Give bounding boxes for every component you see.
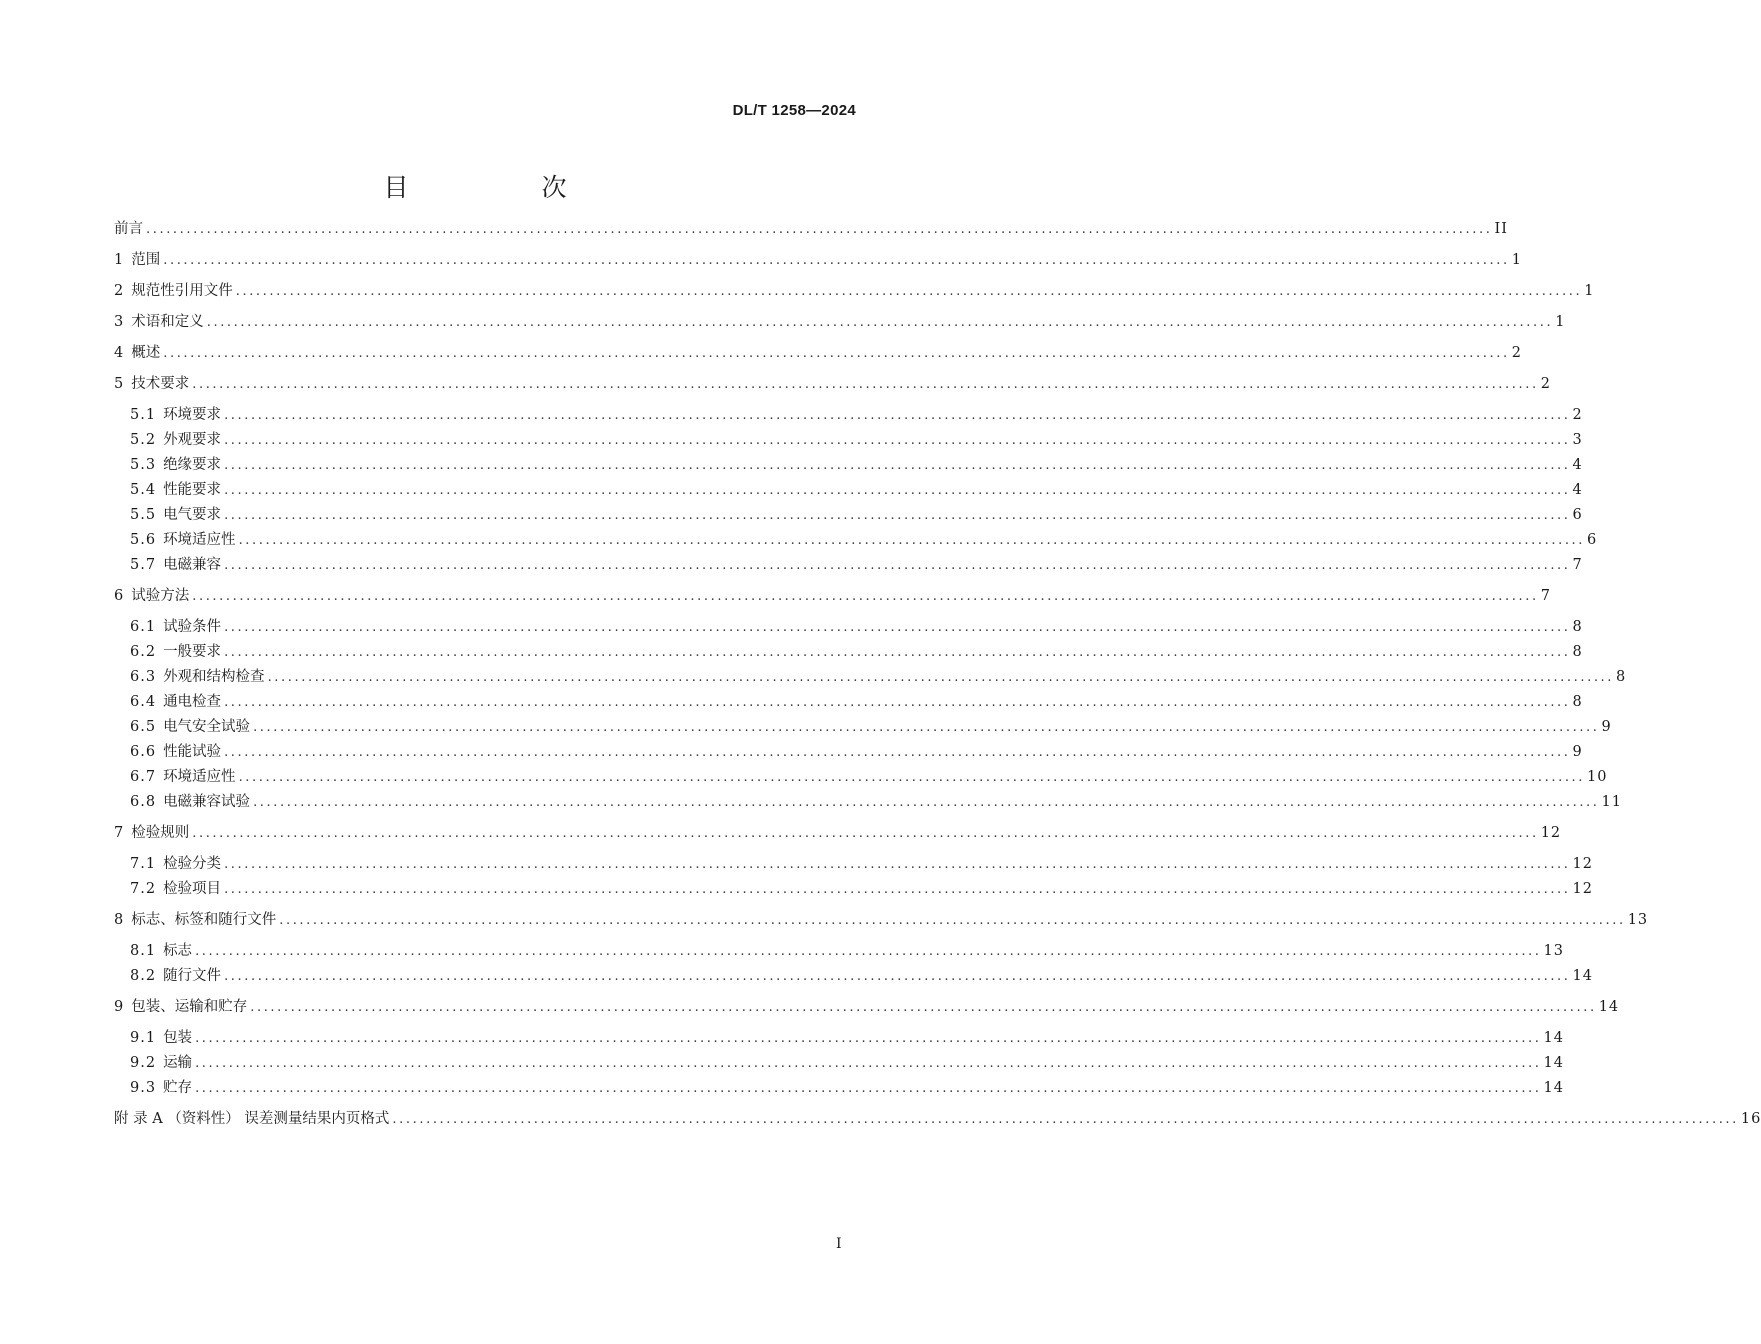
toc-entry[interactable]: [114, 1108, 1761, 1130]
toc-leader-dots: ........................................................................................................................................................................................................: [267, 670, 1615, 685]
toc-entry-page: 12: [1572, 881, 1593, 897]
toc-leader-dots: ........................................................................................................................................................................................................: [235, 284, 1583, 299]
toc-entry-number: 5.7: [130, 557, 157, 573]
toc-entry-page: 6: [1572, 507, 1583, 523]
toc-entry-text: 前言: [114, 221, 143, 237]
toc-entry-title: [114, 373, 192, 395]
toc-entry-title: [130, 716, 253, 738]
toc-entry-title: [130, 529, 239, 551]
toc-entry-number: 1: [114, 252, 125, 268]
toc-entry-number: 8.2: [130, 968, 157, 984]
toc-entry-text: 规范性引用文件: [131, 283, 233, 299]
toc-entry-title: [130, 616, 224, 638]
toc-entry-number: 5.6: [130, 532, 157, 548]
toc-entry-title: [130, 965, 224, 987]
toc-entry-text: 一般要求: [163, 644, 222, 660]
toc-entry-number: 7.2: [130, 881, 157, 897]
toc-entry-title: [130, 554, 224, 576]
toc-entry-text: 电磁兼容: [163, 557, 222, 573]
toc-entry[interactable]: [130, 766, 1608, 788]
toc-leader-dots: ........................................................................................................................................................................................................: [206, 315, 1554, 330]
toc-entry[interactable]: [114, 585, 1551, 607]
toc-entry-title: [130, 741, 224, 763]
toc-entry[interactable]: [114, 218, 1508, 240]
toc-leader-dots: ........................................................................................................................................................................................................: [195, 1056, 1542, 1071]
toc-entry-number: 5.4: [130, 482, 157, 498]
toc-leader-dots: ........................................................................................................................................................................................................: [163, 346, 1510, 361]
toc-entry-page: 13: [1543, 943, 1564, 959]
toc-entry[interactable]: [130, 641, 1583, 663]
toc-entry-text: 贮存: [163, 1080, 193, 1096]
toc-entry-page: 2: [1511, 345, 1522, 361]
toc-leader-dots: ........................................................................................................................................................................................................: [163, 253, 1510, 268]
toc-entry-number: 6.1: [130, 619, 157, 635]
toc-leader-dots: ........................................................................................................................................................................................................: [224, 745, 1571, 760]
toc-leader-dots: ........................................................................................................................................................................................................: [192, 377, 1539, 392]
toc-entry-page: 4: [1572, 457, 1583, 473]
toc-entry-title: [130, 691, 224, 713]
toc-entry[interactable]: [130, 404, 1583, 426]
toc-entry-text: 标志: [163, 943, 193, 959]
toc-leader-dots: ........................................................................................................................................................................................................: [224, 969, 1571, 984]
toc-leader-dots: ........................................................................................................................................................................................................: [253, 720, 1600, 735]
toc-entry[interactable]: [114, 280, 1595, 302]
toc-entry-title: [130, 504, 224, 526]
toc-entry-text: 试验方法: [131, 588, 190, 604]
toc-entry-page: 11: [1601, 794, 1622, 810]
toc-entry-page: 10: [1587, 769, 1608, 785]
toc-entry-text: 检验分类: [163, 856, 222, 872]
toc-entry-title: [114, 822, 192, 844]
toc-entry-page: 2: [1540, 376, 1551, 392]
toc-entry[interactable]: [130, 479, 1583, 501]
toc-entry-title: [114, 280, 236, 302]
toc-entry-title: [130, 641, 224, 663]
toc-entry-number: 2: [114, 283, 125, 299]
toc-entry-text: 附 录 A （资料性） 误差测量结果内页格式: [114, 1111, 390, 1127]
toc-entry[interactable]: [130, 965, 1593, 987]
toc-entry-text: 外观和结构检查: [163, 669, 265, 685]
toc-entry-title: [130, 429, 224, 451]
toc-entry-page: II: [1494, 221, 1508, 237]
toc-leader-dots: ........................................................................................................................................................................................................: [224, 433, 1571, 448]
toc-leader-dots: ........................................................................................................................................................................................................: [224, 882, 1571, 897]
toc-entry-text: 电气要求: [163, 507, 222, 523]
toc-entry-page: 12: [1540, 825, 1562, 841]
toc-leader-dots: ........................................................................................................................................................................................................: [224, 857, 1571, 872]
page-title: 目 次: [383, 173, 621, 202]
toc-entry-number: 6: [114, 588, 125, 604]
toc-entry-text: 随行文件: [163, 968, 222, 984]
toc-entry-text: 电气安全试验: [163, 719, 251, 735]
toc-entry-title: [130, 940, 195, 962]
toc-entry[interactable]: [130, 529, 1598, 551]
toc-entry-title: [114, 342, 163, 364]
toc-leader-dots: ........................................................................................................................................................................................................: [224, 695, 1571, 710]
toc-entry-number: 6.6: [130, 744, 157, 760]
toc-leader-dots: ........................................................................................................................................................................................................: [250, 1000, 1597, 1015]
toc-entry-page: 3: [1572, 432, 1583, 448]
toc-entry-page: 13: [1627, 912, 1649, 928]
toc-entry-title: [114, 585, 192, 607]
toc-entry-page: 8: [1616, 669, 1627, 685]
toc-leader-dots: ........................................................................................................................................................................................................: [195, 944, 1542, 959]
toc-leader-dots: ........................................................................................................................................................................................................: [224, 620, 1571, 635]
toc-entry-text: 运输: [163, 1055, 193, 1071]
toc-entry-number: 3: [114, 314, 125, 330]
toc-entry-title: [130, 479, 224, 501]
toc-entry-number: 9.3: [130, 1080, 157, 1096]
toc-leader-dots: ........................................................................................................................................................................................................: [392, 1112, 1739, 1127]
toc-entry[interactable]: [114, 342, 1522, 364]
toc-entry-number: 5: [114, 376, 125, 392]
toc-entry[interactable]: [130, 504, 1583, 526]
toc-entry-title: [130, 454, 224, 476]
toc-entry-text: 绝缘要求: [163, 457, 222, 473]
toc-entry[interactable]: [130, 554, 1583, 576]
toc-entry-title: [130, 791, 253, 813]
toc-entry-page: 8: [1572, 619, 1583, 635]
toc-entry[interactable]: [114, 373, 1551, 395]
toc-leader-dots: ........................................................................................................................................................................................................: [224, 408, 1571, 423]
toc-entry-page: 9: [1572, 744, 1583, 760]
toc-entry-title: [130, 853, 224, 875]
toc-leader-dots: ........................................................................................................................................................................................................: [224, 483, 1571, 498]
toc-leader-dots: ........................................................................................................................................................................................................: [146, 222, 1493, 237]
toc-entry-page: 14: [1543, 1055, 1564, 1071]
toc-entry-text: 检验规则: [131, 825, 190, 841]
toc-entry-number: 6.7: [130, 769, 157, 785]
toc-entry[interactable]: [130, 691, 1583, 713]
toc-entry-page: 14: [1572, 968, 1593, 984]
toc-entry[interactable]: [114, 311, 1566, 333]
toc-entry[interactable]: [114, 249, 1522, 271]
toc-entry-number: 4: [114, 345, 125, 361]
toc-leader-dots: ........................................................................................................................................................................................................: [238, 770, 1586, 785]
toc-entry-page: 1: [1584, 283, 1595, 299]
toc-entry-number: 5.5: [130, 507, 157, 523]
toc-entry-text: 技术要求: [131, 376, 190, 392]
toc-entry[interactable]: [130, 791, 1622, 813]
toc-entry-title: [114, 311, 207, 333]
toc-entry-number: 8: [114, 912, 125, 928]
toc-entry-page: 1: [1511, 252, 1522, 268]
toc-entry[interactable]: [130, 940, 1564, 962]
toc-entry-number: 6.5: [130, 719, 157, 735]
toc-entry-number: 5.3: [130, 457, 157, 473]
toc-entry-page: 14: [1543, 1080, 1564, 1096]
toc-entry-text: 通电检查: [163, 694, 222, 710]
toc-entry[interactable]: [130, 1027, 1564, 1049]
toc-entry-text: 环境适应性: [163, 532, 236, 548]
toc-entry-text: 标志、标签和随行文件: [131, 912, 277, 928]
toc-entry-page: 1: [1555, 314, 1566, 330]
toc-entry-text: 包装: [163, 1030, 193, 1046]
toc-entry-page: 4: [1572, 482, 1583, 498]
toc-leader-dots: ........................................................................................................................................................................................................: [192, 826, 1539, 841]
toc-entry-text: 概述: [131, 345, 161, 361]
toc-entry-number: 6.2: [130, 644, 157, 660]
toc-entry-text: 外观要求: [163, 432, 222, 448]
toc-entry-page: 7: [1540, 588, 1551, 604]
toc-leader-dots: ........................................................................................................................................................................................................: [192, 589, 1539, 604]
toc-entry-text: 环境适应性: [163, 769, 236, 785]
toc-entry-text: 性能要求: [163, 482, 222, 498]
page-number: I: [836, 1236, 842, 1252]
toc-entry-page: 2: [1572, 407, 1583, 423]
toc-entry-number: 9.1: [130, 1030, 157, 1046]
toc-entry-title: [114, 1108, 392, 1130]
toc-entry-page: 7: [1572, 557, 1583, 573]
toc-entry[interactable]: [130, 741, 1583, 763]
toc-entry-page: 6: [1587, 532, 1598, 548]
standard-code: DL/T 1258—2024: [732, 102, 856, 119]
toc-leader-dots: ........................................................................................................................................................................................................: [224, 458, 1571, 473]
toc-leader-dots: ........................................................................................................................................................................................................: [253, 795, 1600, 810]
toc-entry-number: 5.1: [130, 407, 157, 423]
toc-entry[interactable]: [130, 666, 1627, 688]
toc-entry-text: 环境要求: [163, 407, 222, 423]
toc-entry[interactable]: [130, 853, 1593, 875]
toc-entry[interactable]: [114, 996, 1620, 1018]
toc-entry-title: [130, 878, 224, 900]
toc-entry-title: [130, 1077, 195, 1099]
toc-entry[interactable]: [130, 429, 1583, 451]
toc-entry-text: 电磁兼容试验: [163, 794, 251, 810]
toc-entry-page: 8: [1572, 644, 1583, 660]
toc-entry-page: 9: [1601, 719, 1612, 735]
toc-entry-title: [130, 1027, 195, 1049]
toc-entry-number: 8.1: [130, 943, 157, 959]
toc-entry-page: 14: [1598, 999, 1620, 1015]
toc-entry-text: 术语和定义: [131, 314, 204, 330]
toc-entry-number: 6.8: [130, 794, 157, 810]
toc-entry[interactable]: [114, 909, 1649, 931]
toc-entry[interactable]: [130, 454, 1583, 476]
toc-entry-number: 9: [114, 999, 125, 1015]
toc-entry-text: 试验条件: [163, 619, 222, 635]
toc-entry-text: 包装、运输和贮存: [131, 999, 248, 1015]
toc-entry-title: [114, 996, 250, 1018]
toc-entry[interactable]: [130, 716, 1612, 738]
toc-entry-title: [114, 249, 163, 271]
toc-entry-page: 12: [1572, 856, 1593, 872]
toc-entry-number: 9.2: [130, 1055, 157, 1071]
toc-entry[interactable]: [114, 822, 1562, 844]
toc-entry-title: [130, 766, 239, 788]
toc-leader-dots: ........................................................................................................................................................................................................: [279, 913, 1626, 928]
toc-leader-dots: ........................................................................................................................................................................................................: [238, 533, 1586, 548]
toc-entry-title: [114, 909, 279, 931]
toc-entry-number: 7.1: [130, 856, 157, 872]
toc-entry-text: 检验项目: [163, 881, 222, 897]
toc-entry-title: [130, 1052, 195, 1074]
toc-leader-dots: ........................................................................................................................................................................................................: [224, 558, 1571, 573]
toc-entry[interactable]: [130, 1077, 1564, 1099]
toc-leader-dots: ........................................................................................................................................................................................................: [224, 508, 1571, 523]
toc-entry-text: 性能试验: [163, 744, 222, 760]
toc-entry[interactable]: [130, 616, 1583, 638]
toc-entry[interactable]: [130, 878, 1593, 900]
toc-entry-title: [114, 218, 146, 240]
toc-entry-title: [130, 666, 268, 688]
toc-entry-page: 8: [1572, 694, 1583, 710]
toc-entry-number: 6.4: [130, 694, 157, 710]
toc-leader-dots: ........................................................................................................................................................................................................: [195, 1031, 1542, 1046]
toc-entry-number: 6.3: [130, 669, 157, 685]
toc-entry[interactable]: [130, 1052, 1564, 1074]
toc-entry-number: 7: [114, 825, 125, 841]
toc-entry-page: 14: [1543, 1030, 1564, 1046]
toc-leader-dots: ........................................................................................................................................................................................................: [195, 1081, 1542, 1096]
toc-entry-number: 5.2: [130, 432, 157, 448]
toc-entry-page: 16: [1740, 1111, 1761, 1127]
toc-entry-text: 范围: [131, 252, 161, 268]
toc-entry-title: [130, 404, 224, 426]
toc-leader-dots: ........................................................................................................................................................................................................: [224, 645, 1571, 660]
